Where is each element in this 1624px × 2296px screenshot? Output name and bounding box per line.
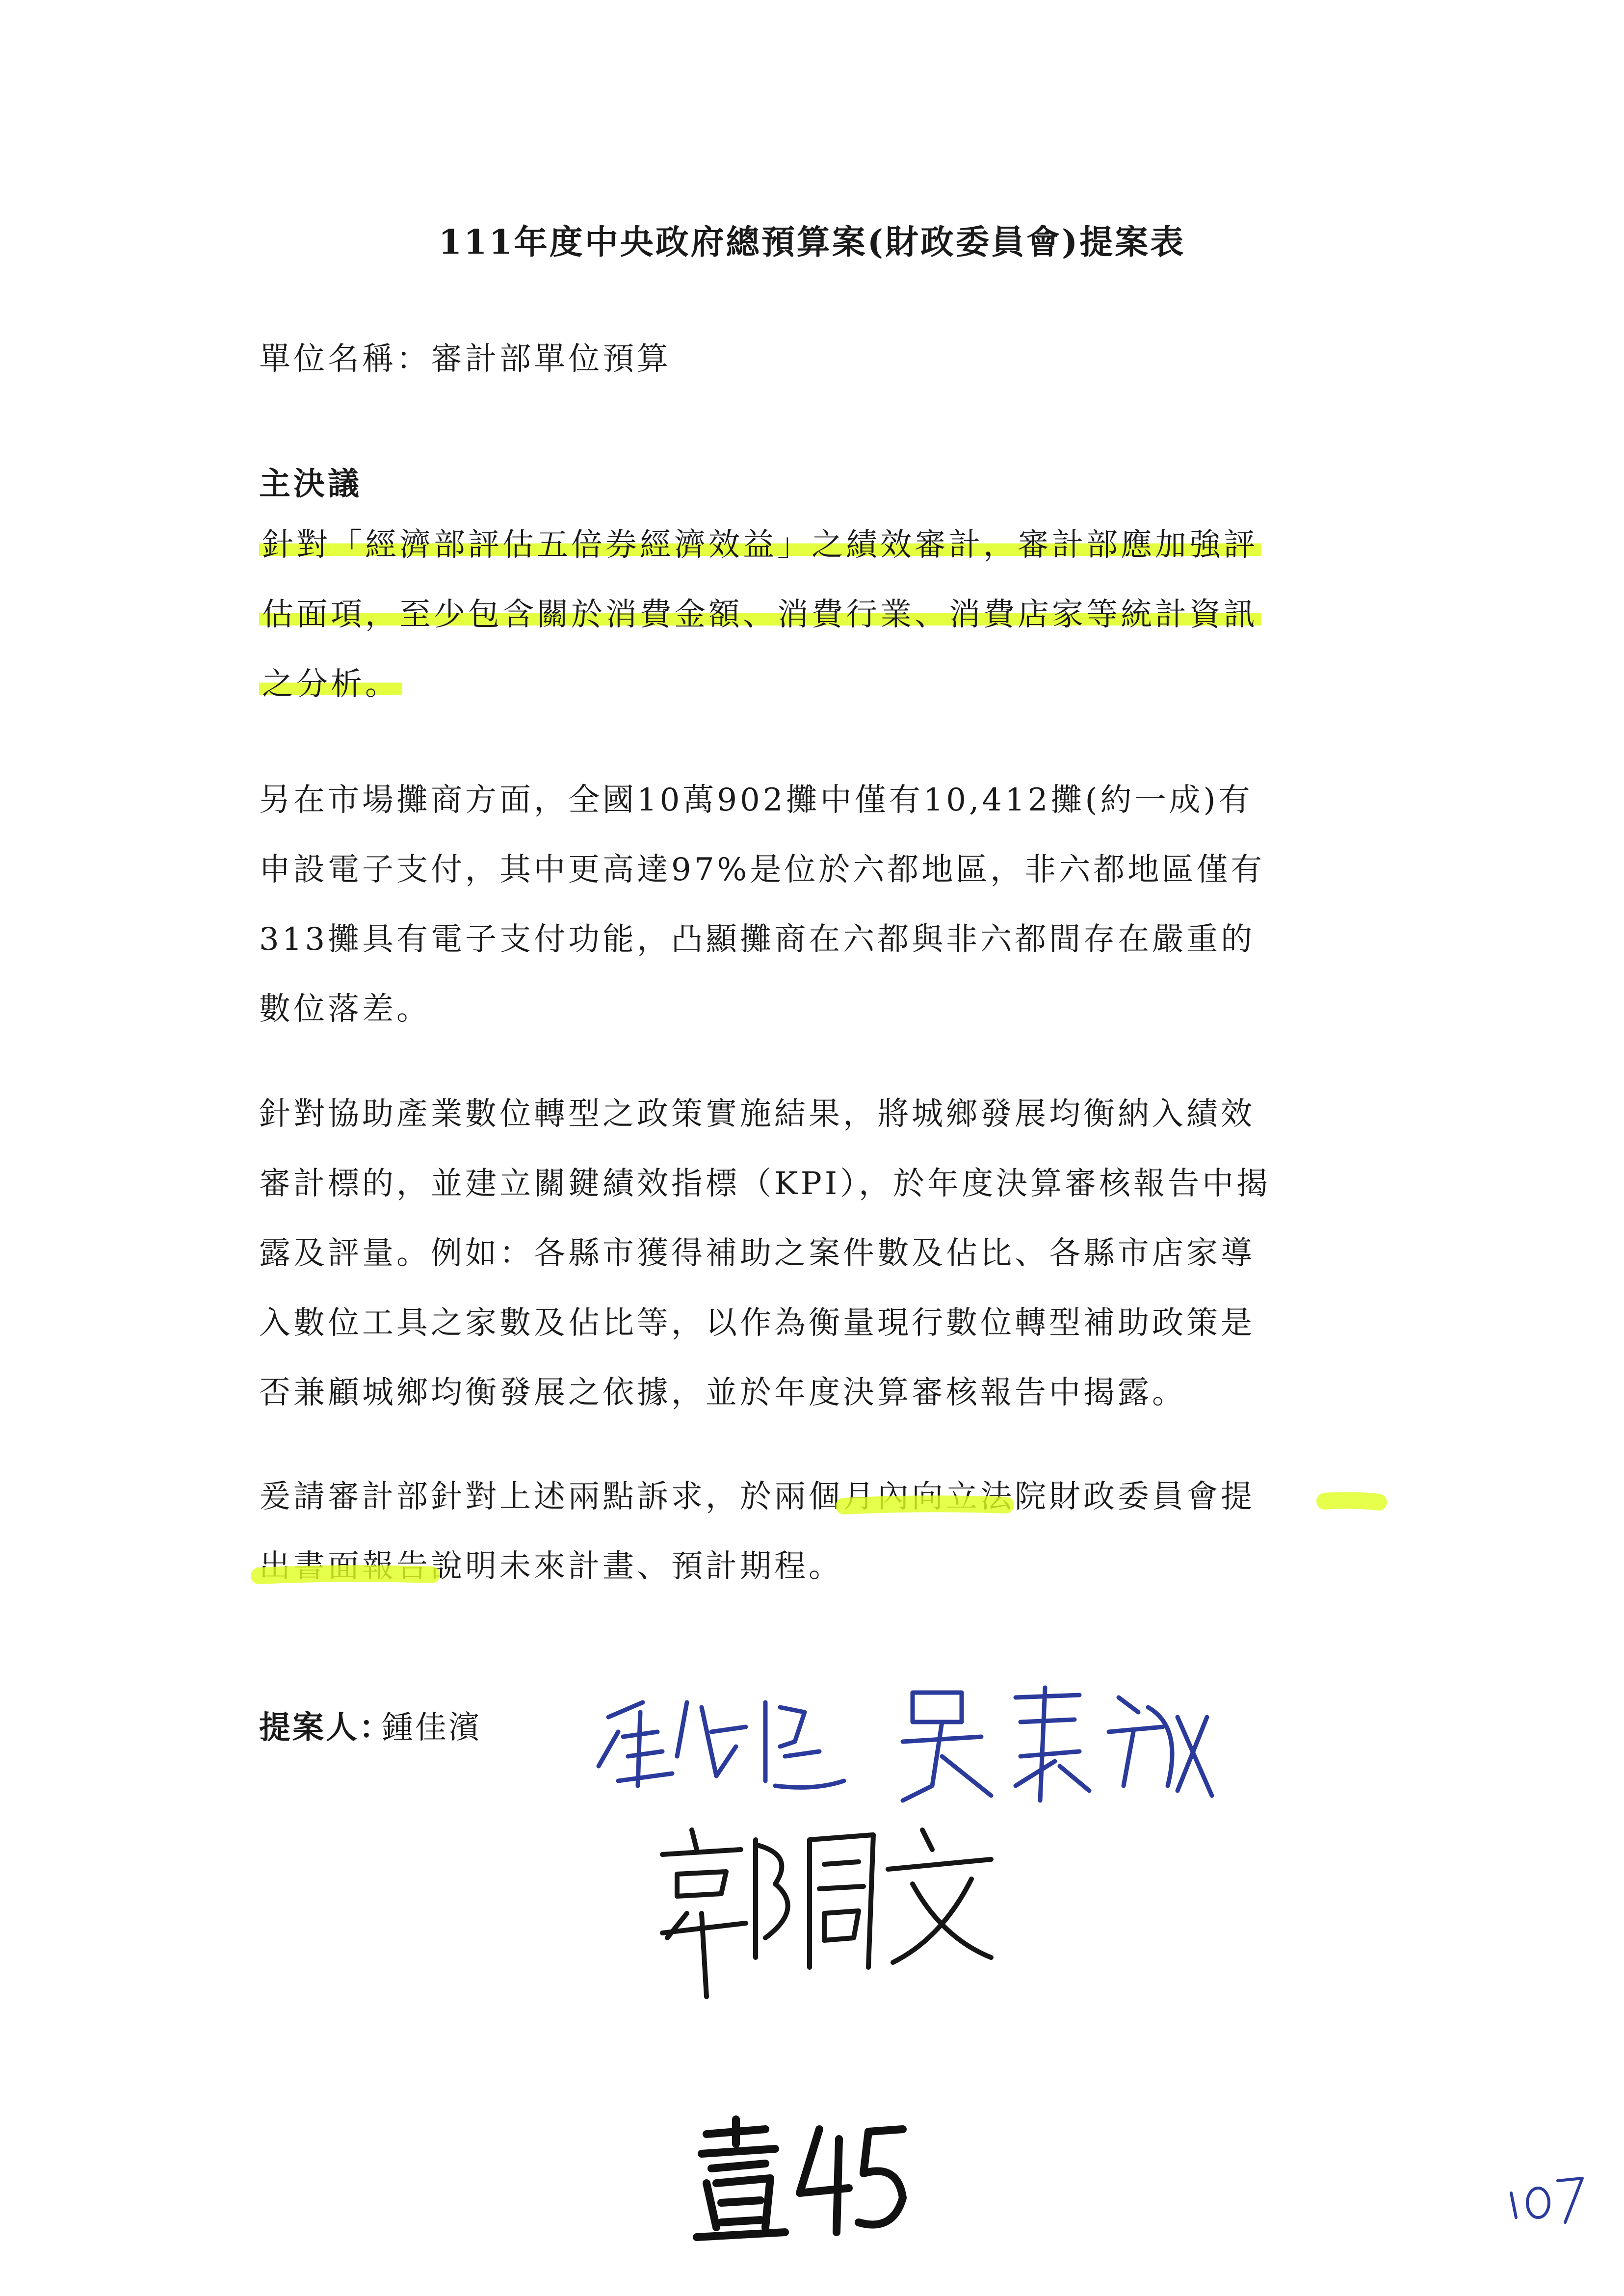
paragraph-line: 爰請審計部針對上述兩點訴求，於兩個月內向立法院財政委員會提 [259,1479,1255,1515]
unit-name: 單位名稱：審計部單位預算 [259,341,671,377]
signature-blue [589,1658,1276,1805]
paragraph-line: 否兼顧城鄉均衡發展之依據，並於年度決算審核報告中揭露。 [259,1375,1186,1411]
main-resolution-heading: 主決議 [259,466,362,502]
paragraph-line: 313攤具有電子支付功能，凸顯攤商在六都與非六都間存在嚴重的 [259,921,1256,958]
page-title: 111年度中央政府總預算案(財政委員會)提案表 [438,223,1186,262]
paragraph-line: 數位落差。 [259,991,431,1027]
paragraph-line: 露及評量。例如：各縣市獲得補助之案件數及佔比、各縣市店家導 [259,1235,1255,1272]
serial-stamp [687,2110,913,2247]
paragraph-line: 申設電子支付，其中更高達97%是位於六都地區，非六都地區僅有 [259,852,1265,888]
page-number-handwritten [1501,2164,1590,2232]
paragraph-line: 出書面報告說明未來計畫、預計期程。 [259,1548,843,1585]
signature-black [648,1810,1001,2007]
paragraph-line: 審計標的，並建立關鍵績效指標（KPI），於年度決算審核報告中揭 [259,1166,1271,1202]
proposer-label: 提案人： [259,1709,393,1746]
paragraph-line: 估面項，至少包含關於消費金額、消費行業、消費店家等統計資訊 [259,580,1378,650]
proposer-name: 鍾佳濱 [382,1710,482,1746]
paragraph-line: 入數位工具之家數及佔比等，以作為衡量現行數位轉型補助政策是 [259,1305,1255,1341]
paragraph-line: 針對「經濟部評估五倍券經濟效益」之績效審計，審計部應加強評 [259,510,1378,580]
paragraph-line: 針對協助產業數位轉型之政策實施結果，將城鄉發展均衡納入績效 [259,1096,1255,1132]
paragraph-line: 另在市場攤商方面，全國10萬902攤中僅有10,412攤(約一成)有 [259,782,1253,818]
paragraph-line: 之分析。 [259,650,1378,719]
